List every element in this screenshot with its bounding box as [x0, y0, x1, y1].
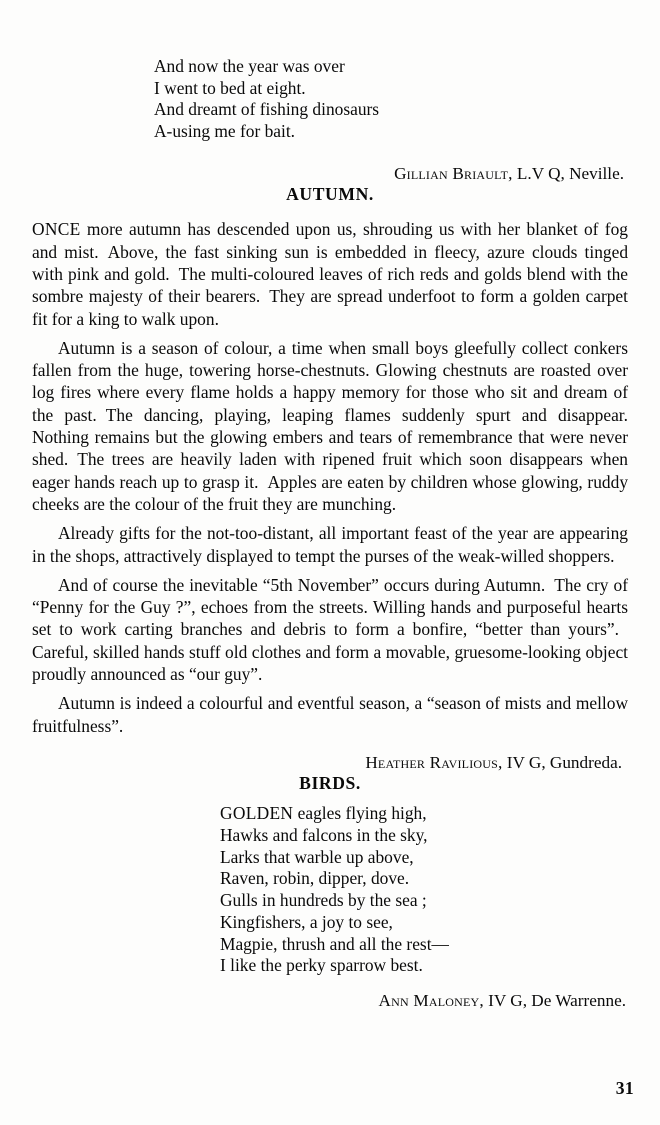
autumn-attribution: [32, 752, 628, 773]
author-detail: IV G, Gundreda.: [506, 752, 622, 772]
paragraph-text: They are spread underfoot to form a golden carpet fit for a king to walk upon.: [32, 286, 628, 329]
poem-line: Larks that warble up above,: [220, 846, 414, 867]
paragraph-text: Apples are eaten by children whose glowing, ruddy cheeks are the colour of the fruit they are munching.: [32, 471, 629, 514]
opening-poem-attribution: [32, 163, 628, 184]
essay-paragraph: [32, 692, 628, 737]
poem-line-text: eagles flying high,: [293, 802, 427, 823]
autumn-essay: [32, 218, 628, 737]
poem-line: A-using me for bait.: [154, 120, 296, 141]
essay-paragraph: [32, 522, 628, 567]
poem-lead-word: GOLDEN: [220, 802, 294, 823]
paragraph-text: The trees are heavily laden with ripened fruit which soon disappears when eager hands reach up to grasp it.: [32, 449, 628, 492]
paragraph-text: Careful, skilled hands stuff old clothes and form a movable, gruesome-looking object proudly announced as “our guy”.: [32, 641, 628, 685]
poem-line: [220, 803, 628, 825]
essay-paragraph: [32, 337, 628, 515]
paragraph-text: The cry of “Penny for the Guy ?”, echoes from the streets. Willing hands and purposeful hearts set to work carting branches and debris to form a bonfire, “better than yours”.: [32, 574, 628, 640]
poem-line: Magpie, thrush and all the rest—: [220, 933, 449, 954]
poem-line: I went to bed at eight.: [154, 77, 306, 98]
birds-poem: [32, 803, 628, 977]
poem-line: Gulls in hundreds by the sea ;: [220, 890, 427, 911]
paragraph-text: Autumn is a season of colour, a time when small boys gleefully collect conkers fallen from the huge, towering horse-chestnuts. Glowing chestnuts are roasted over log fires where every flame holds a happy memory for those who sit and dream of the past.: [32, 337, 628, 425]
paragraph-text: And of course the inevitable “5th November” occurs during Autumn.: [58, 574, 546, 595]
paragraph-lead-word: ONCE: [32, 219, 81, 240]
author-detail: IV G, De Warrenne.: [488, 991, 626, 1011]
birds-attribution: [32, 990, 628, 1011]
page-content: [32, 0, 628, 1011]
essay-paragraph: [32, 574, 628, 685]
heading-birds: BIRDS.: [299, 772, 361, 793]
poem-line: Kingfishers, a joy to see,: [220, 911, 393, 932]
author-name: Gillian Briault,: [394, 164, 513, 184]
heading-autumn: AUTUMN.: [286, 184, 374, 205]
poem-line: And now the year was over: [154, 56, 345, 76]
author-name: Heather Ravilious,: [365, 752, 503, 772]
author-detail: L.V Q, Neville.: [516, 164, 624, 184]
poem-line: And dreamt of fishing dinosaurs: [154, 99, 380, 120]
poem-line: Raven, robin, dipper, dove.: [220, 868, 410, 889]
author-name: Ann Maloney,: [378, 991, 484, 1011]
paragraph-text: Above, the fast sinking sun is embedded in fleecy, azure clouds tinged with pink and gold.: [32, 241, 629, 284]
poem-line: Hawks and falcons in the sky,: [220, 824, 428, 845]
essay-paragraph: [32, 218, 628, 329]
paragraph-text: The multi-coloured leaves of rich reds and golds blend with the sombre majesty of their bearers.: [32, 263, 628, 307]
opening-poem: [32, 0, 628, 142]
paragraph-text: Autumn is indeed a colourful and eventful season, a “season of mists and mellow fruitfulness”.: [32, 693, 628, 736]
poem-line: I like the perky sparrow best.: [220, 955, 423, 976]
page-number: 31: [615, 1078, 634, 1098]
paragraph-text: Already gifts for the not-too-distant, all important feast of the year are appearing in the shops, attractively displayed to tempt the purses of the weak-willed shoppers.: [32, 523, 628, 566]
paragraph-text: The dancing, playing, leaping flames suddenly spurt and disappear. Nothing remains but the glowing embers and tears of remembrance that were never shed.: [32, 404, 628, 470]
paragraph-text: more autumn has descended upon us, shrouding us with her blanket of fog and mist.: [32, 219, 628, 262]
